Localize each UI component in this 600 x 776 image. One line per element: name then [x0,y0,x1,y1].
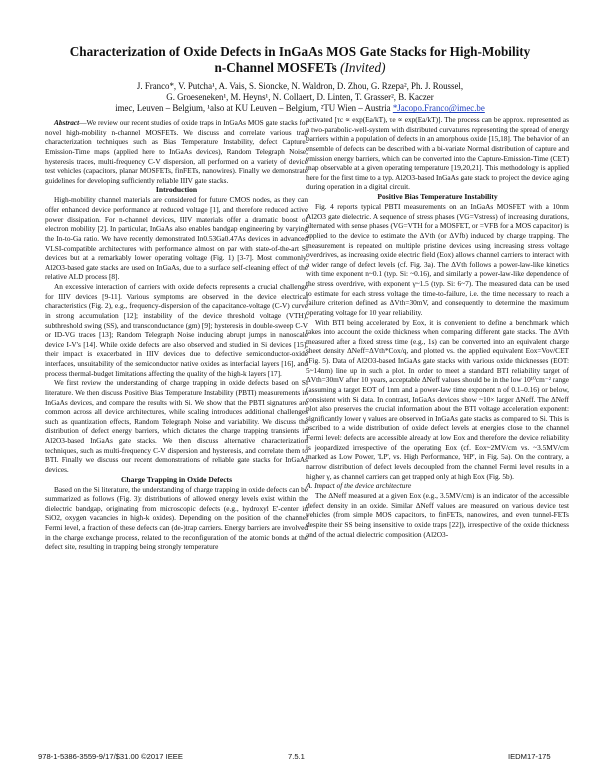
title-main: n-Channel MOSFETs [214,60,337,75]
author-block [30,81,570,115]
footer-copyright: 978-1-5386-3559-9/17/$31.00 ©2017 IEEE [38,752,183,761]
intro-paragraph-2: An excessive interaction of carriers with oxide defects represents a crucial challenge for IIIV devices [9-11]. Various symptoms are observed in the device electrical characteristics (Fig. 2), e.g., frequency-dispersion of the capacitance-voltage (C-V) curve in strong accumulation [12]; instability of the device threshold voltage (VTH), subthreshold swing (SS), and transconductance (gm) [9]; hysteresis in double-sweep C-V or ID-VG traces [13]; Random Telegraph Noise inducing abrupt jumps in nanoscale device I-V's [14]. While oxide defects are also observed and studied in Si devices [15], their impact is exacerbated in IIIV devices due to defective semiconductor-oxide interfaces, unsuitability of the semiconductor native oxides as interfacial layers [16], and process thermal-budget limitations affecting the quality of the high-k layers [17]. [45,282,308,378]
affiliation-text: imec, Leuven – Belgium, ¹also at KU Leuven – Belgium, ²TU Wien – Austria [115,103,391,114]
subsection-heading: A. Impact of the device architecture [306,481,412,491]
intro-paragraph-3: We first review the understanding of charge trapping in oxide defects based on Si literature. We then discuss Positive Bias Temperature Instability (PBTI) measurements in InGaAs devices, and compare the results with Si. We show that the PBTI signatures are common across all device architectures, while scaling introduces additional challenges such as quantization effects, Random Telegraph Noise and variability. We discuss the distribution of defect energy barriers, which dictates the charge trapping transients in Al2O3-based InGaAs gate stacks. We then discuss alternative characterization techniques, such as multi-frequency C-V dispersion and hysteresis, and correlate them to BTI. Finally we discuss our recent demonstrations of reliable gate stacks for InGaAs devices. [45,378,308,474]
abstract-heading: Abstract [54,118,80,127]
affiliation-line [30,103,570,114]
introduction-heading: Introduction [155,185,198,195]
left-column [45,118,308,552]
continued-paragraph: activated [τc ∝ exp(Ea/kT), τe ∝ exp(Ea/kT)]. The process can be approx. represented as a two-parabolic-well-system with distributed curvatures representing the spread of energy barriers within a population of defects in an amorphous oxide [15,18]. The behavior of an ensemble of defects can be described with a bi-variate Normal distribution of capture and emission energy barriers, which can be converted into the Capture-Emission-Time (CET) map observable at a given operating temperature [19,20,21]. This methodology is applied here for the first time to a typ. Al2O3-based InGaAs gate stack to project the device aging during operation in a digital circuit. [306,115,569,192]
pbti-heading: Positive Bias Temperature Instability [377,192,498,201]
title-line-1: Characterization of Oxide Defects in InGaAs MOS Gate Stacks for High-Mobility [69,44,531,59]
author-line-2: G. Groeseneken¹, M. Heyns¹, N. Collaert, D. Linten, T. Grasser², B. Kaczer [166,92,434,103]
author-email-link[interactable]: *Jacopo.Franco@imec.be [392,103,485,114]
paper-title [30,44,570,76]
author-line-1: J. Franco*, V. Putcha¹, A. Vais, S. Sioncke, N. Waldron, D. Zhou, G. Rzepa², Ph. J. Roussel, [136,81,464,91]
footer-session: 7.5.1 [288,752,305,761]
footer-page-id: IEDM17-175 [508,752,551,761]
right-column [306,115,569,539]
charge-trapping-paragraph: Based on the Si literature, the understanding of charge trapping in oxide defects can be summarized as follows (Fig. 3): distributions of allowed energy levels exist within the dielectric bandgap, originating from microscopic defects (e.g., hydroxyl E'-center in SiO2, oxygen vacancies in high-k oxides). Depending on the position of the channel Fermi level, a fraction of these defects can (de-)trap carriers. Energy barriers are involved in the charge exchange process, related to the reconfiguration of the atomic bonds at the defect site, resulting in trapping being strongly temperature [45,484,308,552]
abstract-body: —We review our recent studies of oxide traps in InGaAs MOS gate stacks for novel high-mobility n-channel MOSFETs. We discuss and correlate various trap characterization techniques such as Bias Temperature Instability, defect Capture-Emission-Time maps (applied here to InGaAs devices), Random Telegraph Noise, hysteresis traces, multi-frequency C-V dispersion, all performed on a variety of device test vehicles (capacitors, planar MOSFETs, finFETs, nanowires). Finally we demonstrate guidelines for developing sufficiently reliable IIIV gate stacks. [45,118,308,185]
abstract-paragraph [45,118,308,185]
pbti-paragraph-1: Fig. 4 reports typical PBTI measurements on an InGaAs MOSFET with a 10nm Al2O3 gate dielectric. A sequence of stress phases (VG=Vstress) of increasing durations, alternated with sense phases (VG=VTH for a MOSFET, or =VFB for a MOS capacitor) is applied to the device to estimate the ΔVth (or ΔVfb) induced by charge trapping. The measurement is repeated on multiple pristine devices using increasing stress voltage overdrives, as increasing oxide electric field (Eox) allows channel carriers to interact with a wider range of defect levels (cf. Fig. 3a). The ΔVth follows a power-law-like kinetics with time exponent n~0.1 (typ. Si: ~0.16), and similarly a power-law-like dependence of the stress overdrive, with exponent γ~1.5 (typ. Si: 6~7). The measured data can be used to estimate for each stress voltage the time-to-failure, i.e. the time necessary to reach a failure criterion defined as ΔVth=30mV, and consequently to determine the maximum operating voltage for 10 year reliability. [306,202,569,317]
pbti-paragraph-2: With BTI being accelerated by Eox, it is convenient to define a benchmark which takes into account the oxide thickness when comparing different gate stacks. The ΔVth measured after a fixed stress time (e.g., 1s) can be converted into an equivalent charge sheet density ΔNeff=ΔVth*Cox/q, and plotted vs. the applied equivalent Eox=Vov/CET (Fig. 5). Data of Al2O3-based InGaAs gate stacks with various oxide thicknesses (EOT: 5~14nm) line up in such a plot. In order to meet a standard BTI reliability target of ΔVth=30mV after 10 years, acceptable ΔNeff values should be in the low 10¹⁰cm⁻² range (assuming a target EOT of 1nm and a power-law time exponent n of 0.1–0.16) or below, consistent with Si data. In contrast, InGaAs devices show ~10× larger ΔNeff. The ΔNeff plot also preserves the crucial information about the BTI voltage acceleration exponent: significantly lower γ values are observed in InGaAs gate stacks as compared to Si. This is ascribed to a wide distribution of oxide defect levels at energies close to the channel Fermi level: defects are accessible already at low Eox and therefore the device reliability is jeopardized irrespective of the operating Eox (cf. Eox~2MV/cm vs. ~3.5MV/cm marked as Low Power, 'LP', vs. High Performance, 'HP', in Fig. 5a). On the contrary, a narrow distribution of defect levels decoupled from the channel Fermi level results in a higher γ, as channel carriers can get trapped only at high Eox (Fig. 5b). [306,317,569,481]
subsection-paragraph: The ΔNeff measured at a given Eox (e.g., 3.5MV/cm) is an indicator of the accessible defect density in an oxide. Similar ΔNeff values are measured on various device test vehicles (from simple MOS capacitors, to finFETs, nanowires, and even tunnel-FETs despite their SS being insensitive to oxide traps [22]), irrespective of the oxide thickness and of the actual dielectric composition (Al2O3- [306,491,569,539]
title-line-2 [30,60,570,76]
intro-paragraph-1: High-mobility channel materials are considered for future CMOS nodes, as they can offer enhanced device performance at reduced voltage [1], and therefore reduced active power dissipation. For n-channel devices, IIIV materials offer a dramatic boost of electron mobility [2]. In particular, InGaAs also enables bandgap engineering by varying the In-to-Ga ratio. We have recently demonstrated In0.53Ga0.47As devices in advanced VLSI-compatible architectures with performance almost on par with state-of-the-art Si devices but at a remarkably lower operating voltage (Fig. 1) [3-7]. Most commonly, Al2O3-based gate stacks are used on InGaAs, due to a surface self-cleaning effect of the relative ALD process [8]. [45,195,308,282]
title-tag: (Invited) [340,60,386,75]
charge-trapping-heading: Charge Trapping in Oxide Defects [120,474,233,484]
